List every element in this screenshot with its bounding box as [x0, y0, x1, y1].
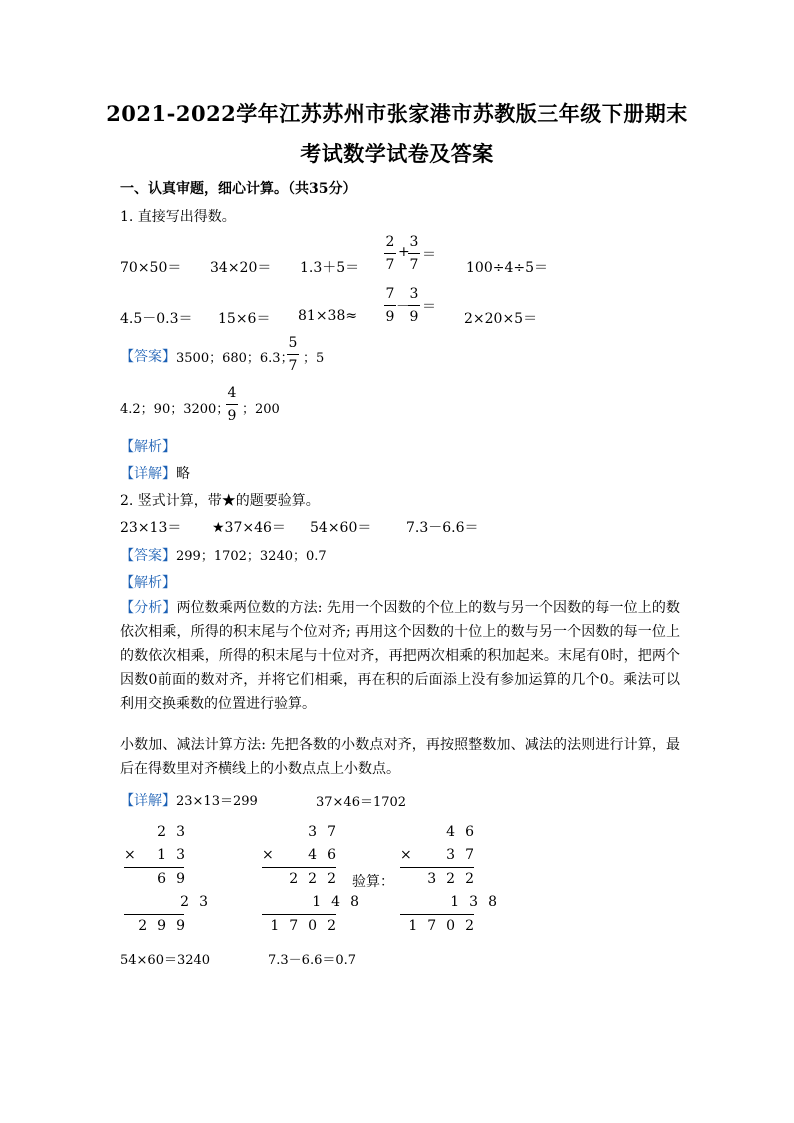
numerator: 4	[227, 385, 237, 401]
numerator: 5	[288, 335, 298, 351]
product: 299	[138, 918, 195, 934]
question-1-prompt: 1. 直接写出得数。	[120, 209, 236, 225]
partial-product: 138	[450, 894, 507, 910]
fraction	[408, 286, 420, 325]
multiplicand: 46	[446, 824, 484, 840]
section-heading: 一、认真审题，细心计算。（共35分）	[120, 181, 357, 197]
analysis-label: 【解析】	[120, 575, 176, 591]
check-label: 验算：	[352, 874, 394, 890]
product: 1702	[270, 918, 346, 934]
q1-item: 2×20×5＝	[464, 311, 538, 327]
times-sign: ×	[262, 847, 274, 863]
answer-text: ；200	[242, 402, 280, 417]
numerator: 3	[409, 286, 419, 302]
multiplicand: 37	[308, 824, 346, 840]
numerator: 7	[385, 286, 395, 302]
times-sign: ×	[400, 847, 412, 863]
multiplier: 46	[308, 847, 346, 863]
answer-text: 299；1702；3240；0.7	[176, 549, 327, 564]
analysis-body: 两位数乘两位数的方法: 先用一个因数的个位上的数与另一个因数的每一位上的数依次相乘，所得的积末尾与个位对齐; 再用这个因数的十位上的数与另一个因数的每一位上的数依次相乘，所得的积末尾与十位对齐，再把两次相乘的积加起来。末尾有0时，把两个因数0前面的数对齐，并将它们相乘，再在积的后面添上没有参加运算的几个0。乘法可以利用交换乘数的位置进行验算。	[120, 600, 680, 712]
operator: +	[398, 244, 410, 260]
numerator: 3	[409, 234, 419, 250]
analysis-label: 【解析】	[120, 439, 176, 455]
answer-text: ；5	[303, 351, 325, 366]
q1-item: 70×50＝	[120, 260, 182, 276]
detail-eq: 23×13＝299	[176, 794, 258, 809]
denominator: 7	[409, 257, 419, 273]
partial-product: 69	[157, 871, 195, 887]
final-eq: 54×60＝3240	[120, 953, 211, 968]
equals: ＝	[422, 247, 436, 263]
fraction	[384, 286, 396, 325]
detail-body: 略	[176, 466, 190, 482]
detail-line	[120, 790, 258, 810]
answer-label: 【答案】	[120, 349, 176, 365]
q1-item: 1.3＋5＝	[300, 260, 360, 276]
denominator: 9	[385, 309, 395, 325]
numerator: 2	[385, 234, 395, 250]
rule	[262, 867, 336, 868]
denominator: 9	[409, 309, 419, 325]
answer-line	[120, 545, 327, 565]
analysis-tag: 【分析】	[120, 600, 177, 616]
q2-item: 54×60＝	[310, 520, 372, 536]
analysis-paragraph-2: 小数加、减法计算方法: 先把各数的小数点对齐，再按照整数加、减法的法则进行计算，最后在得数里对齐横线上的小数点点上小数点。	[120, 737, 680, 777]
fraction	[384, 234, 396, 273]
answer-fraction	[287, 335, 299, 374]
rule	[124, 867, 184, 868]
q2-item: 7.3－6.6＝	[406, 520, 479, 536]
answer-text: 3500；680；6.3；	[176, 351, 294, 366]
analysis-paragraph-1	[120, 596, 680, 716]
answer-label: 【答案】	[120, 548, 176, 564]
q1-item: 34×20＝	[210, 260, 272, 276]
q1-item: 4.5－0.3＝	[120, 311, 193, 327]
denominator: 7	[288, 358, 298, 374]
question-2-prompt: 2. 竖式计算，带★的题要验算。	[120, 493, 320, 509]
rule	[124, 914, 184, 915]
page-title-line1: 2021-2022学年江苏苏州市张家港市苏教版三年级下册期末	[106, 101, 688, 126]
detail-label: 【详解】	[120, 793, 176, 809]
q1-item: 100÷4÷5＝	[466, 260, 548, 276]
multiplicand: 23	[157, 824, 195, 840]
equals: ＝	[422, 299, 436, 315]
q1-item: 81×38≈	[298, 308, 358, 324]
partial-product: 322	[427, 871, 484, 887]
operator: －	[396, 299, 410, 315]
multiplier: 37	[446, 847, 484, 863]
page-title-line2: 考试数学试卷及答案	[300, 141, 494, 166]
answer-fraction	[226, 385, 238, 424]
final-eq: 7.3－6.6＝0.7	[268, 953, 357, 968]
product: 1702	[408, 918, 484, 934]
multiplier: 13	[157, 847, 195, 863]
q2-item: 23×13＝	[120, 520, 182, 536]
rule	[400, 867, 474, 868]
q1-item: 15×6＝	[218, 311, 271, 327]
answer-text: 4.2；90；3200；	[120, 402, 230, 417]
denominator: 7	[385, 257, 395, 273]
partial-product: 222	[289, 871, 346, 887]
rule	[262, 914, 336, 915]
partial-product: 148	[312, 894, 369, 910]
detail-label: 【详解】	[120, 466, 176, 482]
times-sign: ×	[124, 847, 136, 863]
q2-item: ★37×46＝	[212, 520, 286, 536]
partial-product: 23	[180, 894, 218, 910]
detail-eq: 37×46＝1702	[316, 795, 407, 810]
denominator: 9	[227, 408, 237, 424]
detail-text	[120, 463, 190, 483]
rule	[400, 914, 474, 915]
fraction	[408, 234, 420, 273]
